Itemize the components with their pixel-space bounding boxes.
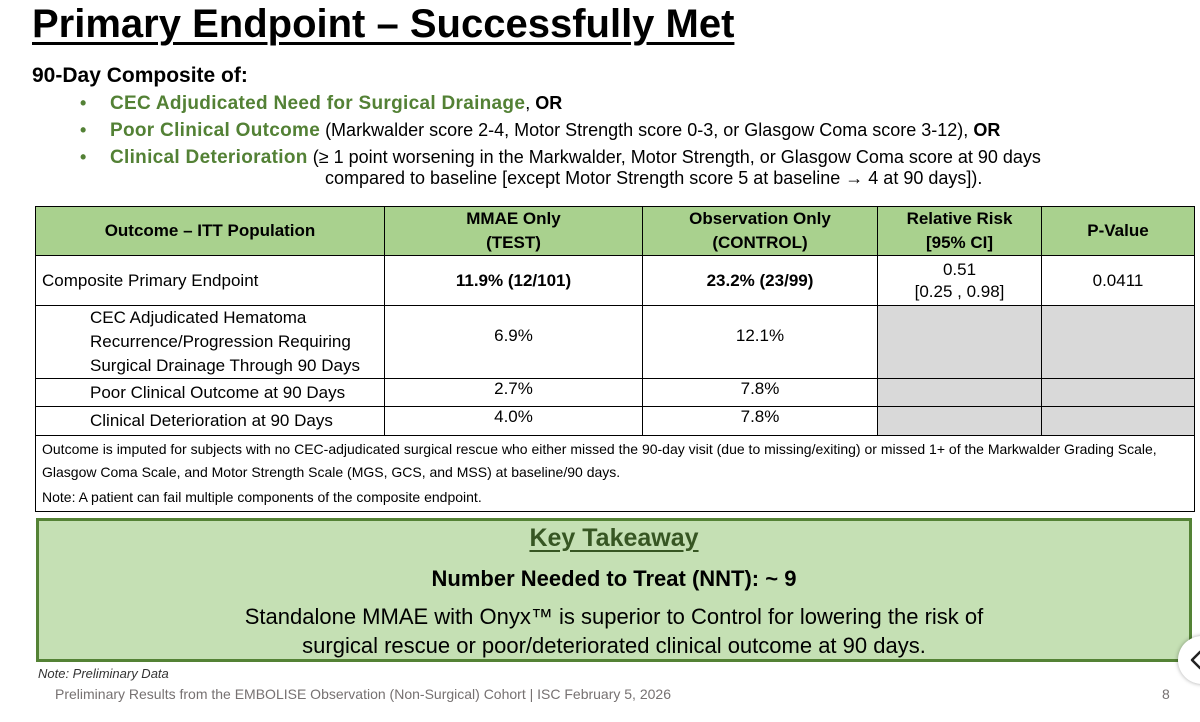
bullet-dot-icon: • [80, 93, 87, 113]
table-footnote [36, 436, 1195, 512]
header-p-value: P-Value [1042, 207, 1195, 256]
header-relative-risk: Relative Risk [95% CI] [878, 207, 1042, 256]
bullet-conjunction: OR [535, 93, 563, 113]
header-outcome: Outcome – ITT Population [36, 207, 385, 256]
observation-cell: 23.2% (23/99) [643, 256, 878, 306]
slide-footer: Preliminary Results from the EMBOLISE Observation (Non-Surgical) Cohort | ISC February 5, 2026 [55, 686, 671, 702]
takeaway-statement: Standalone MMAE with Onyx™ is superior to Control for lowering the risk of surgical rescue or poor/deteriorated clinical outcome at 90 days. [244, 604, 984, 658]
observation-cell: 7.8% [643, 407, 878, 436]
outcome-cell: CEC Adjudicated Hematoma Recurrence/Progression Requiring Surgical Drainage Through 90 Days [36, 306, 385, 379]
table-row [36, 407, 1195, 436]
table-row [36, 306, 1195, 379]
table-footnote-row [36, 436, 1195, 512]
bullet-detail: (Markwalder score 2-4, Motor Strength score 0-3, or Glasgow Coma score 3-12), [320, 120, 969, 140]
outcome-cell: Composite Primary Endpoint [36, 256, 385, 306]
composite-bullet-list [80, 90, 1180, 171]
bullet-continuation: compared to baseline [except Motor Strength score 5 at baseline → 4 at 90 days]). [325, 168, 983, 188]
bullet-dot-icon: • [80, 120, 87, 140]
p-value-cell: 0.0411 [1042, 256, 1195, 306]
takeaway-nnt: Number Needed to Treat (NNT): ~ 9 [431, 566, 797, 591]
bullet-conjunction: OR [973, 120, 1001, 140]
preliminary-note: Note: Preliminary Data [38, 666, 169, 681]
bullet-detail: , [525, 93, 531, 113]
bullet-term: Clinical Deterioration [110, 147, 308, 168]
relative-risk-cell: 0.51 [0.25 , 0.98] [878, 256, 1042, 306]
empty-cell [878, 379, 1042, 407]
outcome-cell: Poor Clinical Outcome at 90 Days [36, 379, 385, 407]
mmae-cell: 6.9% [385, 306, 643, 379]
empty-cell [1042, 379, 1195, 407]
table-row [36, 256, 1195, 306]
observation-cell: 12.1% [643, 306, 878, 379]
slide-title: Primary Endpoint – Successfully Met [32, 2, 735, 46]
empty-cell [1042, 306, 1195, 379]
bullet-deterioration [80, 144, 1180, 171]
bullet-dot-icon: • [80, 147, 87, 167]
mmae-cell: 11.9% (12/101) [385, 256, 643, 306]
footnote-multiple-components: Note: A patient can fail multiple components of the composite endpoint. [42, 489, 482, 505]
outcome-cell: Clinical Deterioration at 90 Days [36, 407, 385, 436]
header-observation: Observation Only (CONTROL) [643, 207, 878, 256]
composite-heading: 90-Day Composite of: [32, 64, 248, 87]
observation-cell: 7.8% [643, 379, 878, 407]
bullet-term: Poor Clinical Outcome [110, 120, 321, 141]
empty-cell [878, 306, 1042, 379]
footnote-imputation: Outcome is imputed for subjects with no CEC-adjudicated surgical rescue who either missed the 90-day visit (due to missing/exiting) or missed 1+ of the Markwalder Grading Scale, Glasgow Coma Scale, and Motor Strength Scale (MGS, GCS, and MSS) at baseline/90 days. [42, 441, 1157, 480]
empty-cell [1042, 407, 1195, 436]
bullet-poor-outcome [80, 117, 1180, 144]
bullet-detail: (≥ 1 point worsening in the Markwalder, Motor Strength, or Glasgow Coma score at 90 days [307, 147, 1041, 167]
chevron-left-icon [1188, 650, 1200, 670]
bullet-term: CEC Adjudicated Need for Surgical Drainage [110, 93, 526, 114]
table-row [36, 379, 1195, 407]
mmae-cell: 2.7% [385, 379, 643, 407]
mmae-cell: 4.0% [385, 407, 643, 436]
results-table [35, 206, 1195, 512]
bullet-surgical-drainage [80, 90, 1180, 117]
header-mmae: MMAE Only (TEST) [385, 207, 643, 256]
takeaway-title: Key Takeaway [529, 524, 699, 552]
page-number: 8 [1162, 686, 1170, 702]
table-header-row [36, 207, 1195, 256]
empty-cell [878, 407, 1042, 436]
key-takeaway-box [36, 518, 1192, 662]
